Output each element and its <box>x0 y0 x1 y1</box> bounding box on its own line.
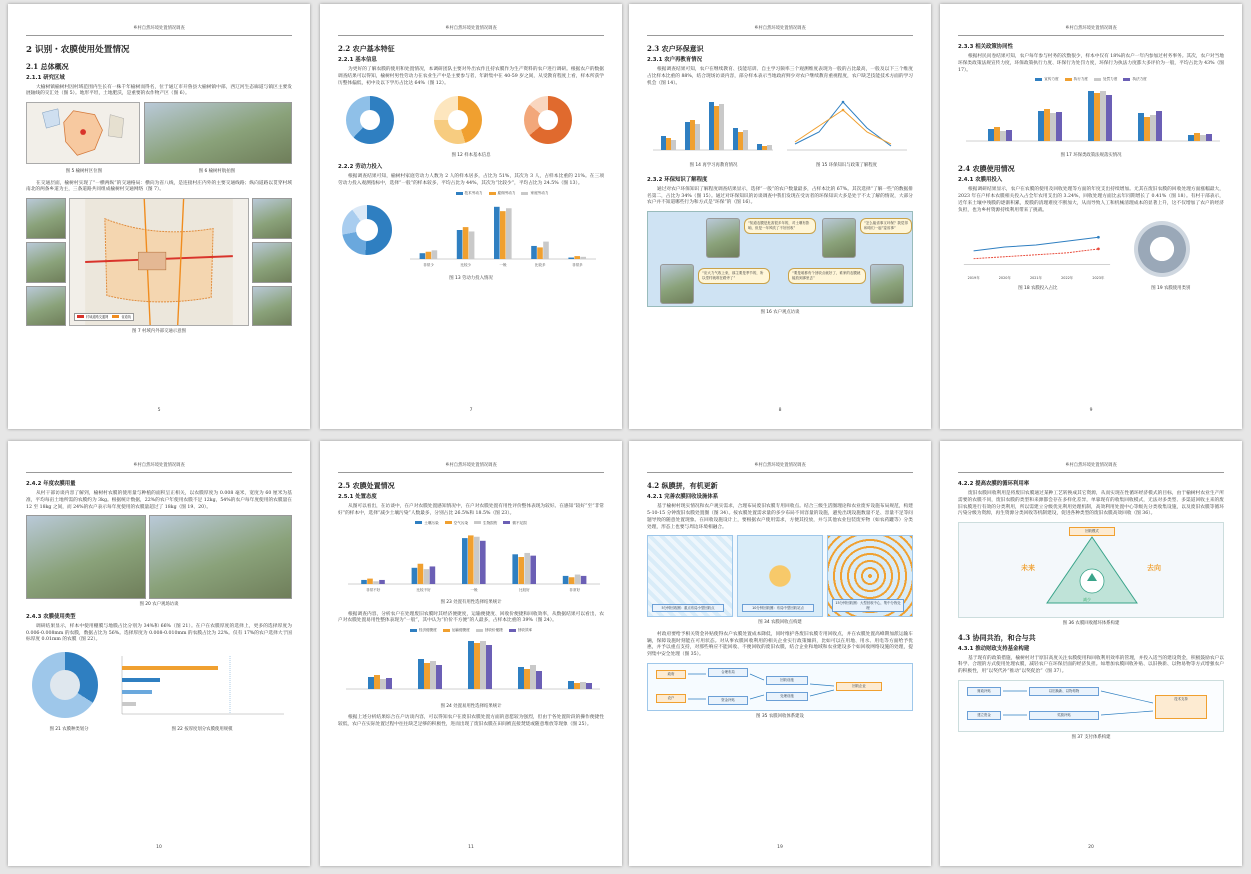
flow-label: 资金补贴 <box>708 696 748 705</box>
bar <box>468 535 474 584</box>
paragraph: 根据村民问卷结果可知，农户每年参与村务的次数很少，样本中仅有 18%的农户一年内参加过村务事务。其次，农户对当地环保类政策法规宣传力度，环保政策执行力度、环保行为处罚力度，环保行为执法力度都大多评价为一般，平均占比为 43%（图 17）。 <box>958 54 1224 73</box>
tick-label: 比较少 <box>460 262 472 267</box>
figure-caption: 图 17 环保类政策法规落实情况 <box>1060 152 1122 158</box>
figure-caption: 图 13 劳动力投入情况 <box>449 276 493 282</box>
subsubsection-title: 2.4.2 年度农膜用量 <box>26 481 76 488</box>
legend-label: 回收效率 <box>517 628 533 633</box>
road-photo <box>26 286 66 327</box>
diagram-box: 10分钟回收圈：布局中型回收站点 <box>742 604 814 613</box>
road-photo <box>26 198 66 239</box>
page-19 <box>629 441 931 866</box>
page-number: 9 <box>1089 408 1093 414</box>
paragraph: 根据调查结果可知，农户在继续教育、技能培训、自主学习频率三个观测维度表现为一般的占比最高，一般及以下三个维度占比样本比重的 88%，结合现场访谈内容，部分样本表示当地政府鲜少对农户继续教育重视程度，农户缺乏技能技术方面的学习机会（图 14）。 <box>647 67 913 86</box>
road-photo <box>252 242 292 283</box>
tick-label: 2023年 <box>1092 275 1105 280</box>
chart-legend <box>338 521 604 526</box>
support-arrows <box>959 681 1225 733</box>
location-map-svg <box>27 103 139 163</box>
bar <box>500 211 506 259</box>
legend-label: 生物损伤 <box>483 520 498 525</box>
running-header: 乡村自然环境处置情况调查 <box>647 441 913 473</box>
subsubsection-title: 2.1.1 研究区域 <box>26 74 65 81</box>
recycling-point-figure <box>647 535 913 617</box>
legend-label: 技术劳动力 <box>464 191 483 196</box>
circle-diagram <box>737 535 823 617</box>
bar <box>412 568 418 584</box>
figure-caption: 图 14 再学习再教育情况 <box>689 162 738 168</box>
figure-caption: 图 15 环保知识与政策了解程度 <box>815 162 878 168</box>
legend-label: 微不足损 <box>512 520 527 525</box>
support-node: 技术支持 <box>1155 695 1207 719</box>
legend-label: 空气污染 <box>453 520 468 525</box>
bar <box>462 538 468 584</box>
page-number: 11 <box>468 845 474 851</box>
circle-diagram <box>647 535 733 617</box>
thickness-chart <box>112 648 288 722</box>
running-header: 乡村自然环境处置情况调查 <box>26 441 292 473</box>
paragraph: 根据调查内容，分析农户在处理废旧农膜时其经济便捷度，运输便捷度、回收价便捷和回收效率，从数据结果可以看出，农户对农膜处置易用性整体表现为“一般”，其中认为“价价不方便”的人最多，占样本比重的 39%（图 24）。 <box>338 611 604 624</box>
page-number: 7 <box>469 408 473 414</box>
subsubsection-title: 2.2.2 劳动力投入 <box>338 164 383 170</box>
paragraph: 大榆树镇榆树村因村域范围内生长有一株千年榆树而得名，位于通辽市开鲁县大榆树镇中部，西辽河生态廊道与镇区主要发展轴线的交汇处（图 5）。地形平坦，土地肥沃，是重要的农作物产区（图 6）。 <box>26 84 292 97</box>
film-figures <box>958 219 1224 281</box>
bar <box>426 251 432 258</box>
flow-node-collection: 回收设施 <box>766 676 808 685</box>
reeducation-bar-chart <box>647 92 775 158</box>
bar <box>575 575 581 584</box>
subsubsection-title: 4.2.1 完善农膜回收设施体系 <box>647 494 719 501</box>
bar <box>463 227 469 259</box>
bar <box>524 553 530 584</box>
input-line-chart <box>958 219 1114 273</box>
bar <box>531 246 537 259</box>
figure-row <box>26 102 292 164</box>
x-axis-labels <box>958 276 1114 281</box>
figure-caption: 图 7 村域内外部交通示意图 <box>132 329 186 335</box>
page-number: 19 <box>777 845 783 851</box>
figure-caption: 图 24 处置易用性选择结果统计 <box>440 703 502 709</box>
figure-caption: 图 16 农户观点访谈 <box>760 310 800 316</box>
page-7 <box>320 4 622 429</box>
subsection-title: 4.2 纵膜拼，有机更新 <box>647 481 718 491</box>
subsubsection-title: 2.3.3 相关政策协同性 <box>958 44 1013 51</box>
subsection-title: 4.3 协同共治，和合与共 <box>958 632 1036 642</box>
bar <box>543 241 549 258</box>
bar <box>424 569 430 584</box>
running-header: 乡村自然环境处置情况调查 <box>958 441 1224 473</box>
running-header: 乡村自然环境处置情况调查 <box>26 4 292 36</box>
paragraph: 基于榆树村现实情况和农户观实需求，合理布局废旧农膜专用回收点。结合三级生活圈理论和农业废弃设施布局规范，构建 5-10-15 分钟废旧农膜处置圈（图 34）。按农膜处置需求量的多少布局不同容量的设施，避免出现设施数量不足、容量不足等问题导致的随意处置现象。在回收设施设计上，要根据农户使用需求，方便其投放，并与其他农业包装废弃物（如农药罐等）分类处理，形态上也要与周边环境相融合。 <box>647 504 913 530</box>
subsection-title: 2.4 农膜使用情况 <box>958 164 1015 174</box>
running-header: 乡村自然环境处置情况调查 <box>958 4 1224 36</box>
paragraph: 从村干部访谈内容了解到，榆树村农膜的使用量与种植的面积呈正相关，以农膜厚度为 0.008 毫米，宽度为 60 厘米为基准，平均每亩土地所需的农膜约为 3kg。根据统计数据，22%的农户年使用农膜不足 12kg，54%的农户每年度使用的农膜量在 12 至 18kg 之间，而 24%的农户表示每年度使用的农膜量超过了 18kg（图 19、20）。 <box>26 491 292 510</box>
figure-caption: 图 20 农户观场访谈 <box>139 602 179 608</box>
support-node: 财政补贴 <box>967 687 1001 696</box>
legend-label: 村域道路交通网 <box>86 314 109 319</box>
bar <box>457 230 463 259</box>
tick-label: 非常少 <box>423 262 434 267</box>
bar <box>568 257 574 258</box>
subsection-title: 2.2 农户基本特征 <box>338 44 395 54</box>
subsection-title: 2.3 农户环保意识 <box>647 44 704 54</box>
cycle-label-reduce: 减少 <box>1083 597 1091 603</box>
page-11 <box>320 441 622 866</box>
cycle-label-future: 未来 <box>1021 564 1035 573</box>
figure-caption: 图 36 农膜回收循环体系构建 <box>1062 621 1120 627</box>
support-node: 以旧换新、以物易物 <box>1029 687 1099 696</box>
subsubsection-title: 2.3.2 环保知识了解程度 <box>647 177 708 183</box>
bar <box>581 576 587 584</box>
quote-bubble: “怎么能省事又环保？我觉得和咱们一起“鉴省事” <box>860 218 912 234</box>
figure-caption: 图 21 农膜种类划分 <box>49 727 89 733</box>
quote-bubble: “应大力气收上来，那主要是季节的，所以堂村就堆在路旁了” <box>698 268 770 284</box>
donut-row <box>338 92 604 150</box>
page-number: 20 <box>1088 845 1094 851</box>
legend-label: 雇佣劳动力 <box>497 191 516 196</box>
subsubsection-title: 4.2.2 提高农膜的循环利用率 <box>958 481 1030 488</box>
cycle-node-mode: 回收模式 <box>1069 527 1115 536</box>
tick-label: 2019年 <box>967 275 980 280</box>
legend-label: 执行力度 <box>1073 77 1088 82</box>
tick-label: 比较多 <box>534 262 546 267</box>
figure-caption: 图 12 样本基本信息 <box>451 152 491 158</box>
tick-label: 非常好 <box>569 588 581 593</box>
cycle-diagram <box>959 523 1225 619</box>
bar <box>367 579 373 584</box>
film-type-figures <box>26 648 292 722</box>
chart-legend <box>400 191 604 196</box>
tick-label: 非常不好 <box>366 588 381 593</box>
paragraph: 为更好的了解农膜的使用和处置情况，本调研团队主要对外出农作且持农膜作为生产资料的农户进行调研。根据农户的数据调查结果可以得知，榆树村男性劳动力在农业生产中是主要参与者，年龄集中在 40-59 岁之间，从受教育程度上看，样本所获学历整体偏低，初中及以下学历占比达 64%（图 12）。 <box>338 67 604 86</box>
map-legend <box>74 313 134 322</box>
section-title: 2 识别・农膜使用处置情况 <box>26 45 130 56</box>
figure-caption: 图 6 榆树村航拍图 <box>198 169 235 175</box>
subsubsection-title: 2.5.1 处置态度 <box>338 494 377 501</box>
field-photo <box>149 515 292 599</box>
tick-label: 2020年 <box>998 275 1011 280</box>
bar <box>469 231 475 259</box>
paragraph: 从图可以看出，在访谈中，在户对农膜处置感知情况中，在户对农膜处置有用性评价整体表现为较好。在感知“较好”至“非常好”的样本中，选择“减少土壤污染”人数最多，分别占比 26.5%和 18.5%（图 23）。 <box>338 504 604 516</box>
bar <box>474 537 480 584</box>
page-9 <box>940 4 1242 429</box>
subsubsection-title: 2.2.1 基本信息 <box>338 57 377 64</box>
subsection-title: 2.5 农膜处置情况 <box>338 481 395 491</box>
legend-label: 处罚力度 <box>1103 77 1118 82</box>
page-number: 8 <box>778 408 782 414</box>
support-node: 奖励补贴 <box>1029 711 1099 720</box>
tick-label: 比较不好 <box>416 588 431 593</box>
figure-caption: 图 34 农膜回收点构建 <box>758 620 802 626</box>
flow-node-enterprise: 回收企业 <box>836 682 882 691</box>
paragraph: 调研结果显示，样本中使用棚膜与地膜占比分别为 34%和 66%（图 21）。在户在农膜厚度的选择上，更多的选择厚度为 0.006-0.008mm 的农膜，数据占比为 56%。选择厚度为 0.008-0.010mm 的农膜占比为 22%。仅有 17%的农户选择大于国标厚度 0.01mm 的农膜（图 22）。 <box>26 623 292 643</box>
legend-label: 执法力度 <box>1132 77 1147 82</box>
cycle-label-destination: 去向 <box>1147 564 1161 573</box>
bar <box>574 256 580 259</box>
labor-figure <box>338 191 604 273</box>
paragraph: 根据调研结果显示，农户在农膜的使用及回收处理等方面的年度支出持续增加。尤其在废旧农膜的回收处理方面涨幅最大，2023 年在户样本农膜相关投入占全年农用支出的 3.24%，回收处理方面比去年同期增长了 0.41%（图 18）。有村干部表示，近年来土壤中残膜的逐渐积累，废膜的清理难度不断加大，从而导致人工和机械清理成本的显著上升，这不仅增加了农户的经济负担，也为乡村资源持续利用带来了挑战。 <box>958 187 1224 213</box>
flow-label: 合理布局 <box>708 668 748 677</box>
page-number: 10 <box>156 845 162 851</box>
bar <box>518 557 524 584</box>
bar <box>563 576 569 584</box>
flow-node-farmer: 农户 <box>656 694 686 703</box>
paragraph: 通过对农户环保知识了解程度调查结果显示，选择“一般”的农户数量最多，占样本比的 67%。其次选择“了解一些”的数据排名第二，占比为 34%（图 15）。通过对环保知识的访谈调查中我们发现在受访者的环保知识大多是处于不太了解的情况，大部分农户并不知道哪些行为和方式是“环保”的（图 16）。 <box>647 186 913 206</box>
bar <box>580 256 586 258</box>
flow-figure <box>647 663 913 711</box>
bar <box>420 253 426 259</box>
farmer-photo <box>870 264 904 304</box>
education-figures <box>647 92 913 158</box>
bar <box>373 581 379 584</box>
bar <box>418 564 424 584</box>
circle-diagram <box>827 535 913 617</box>
legend-label: 家庭劳动力 <box>530 191 549 196</box>
paragraph: 村政府要给予相关资金补贴使得农户农膜处置成本降低，同时维护各废旧农膜专用回收点，并在农膜处置高峰期加派运输车辆，保障设施时刻能在可用状态。对从事农膜回收利用的相关企业实行政策倾斜，比如可以在用地、用水、用电等方面给予优惠，并予以重点支持，对那些响应不能回收、不便回收的废旧农膜，结合企业和地域和农业建设多个如回收网络设施的处理，提到集中安全处理（图 35）。 <box>647 631 913 658</box>
aerial-photo <box>144 102 292 164</box>
paragraph: 根据上述分析结果综合在户访谈内容，可以得知农户在废旧农膜处置方面的意愿较为强烈，但由于各处置阶段的操作便捷性较低，农户在实际处置过程中往往缺乏足够的积极性，进而出现了废旧农膜在田间被直接焚烧或随意堆放等现象（图 25）。 <box>338 715 604 727</box>
chart-legend <box>338 628 604 633</box>
road-photo <box>252 286 292 327</box>
policy-bar-chart <box>958 85 1224 147</box>
support-node: 建立资金 <box>967 711 1001 720</box>
support-figure <box>958 680 1224 732</box>
diagram-box: 15分钟回收圈：大型回收中心，集中分拣处理 <box>832 599 904 613</box>
page-20 <box>940 441 1242 866</box>
bar <box>506 208 512 259</box>
tick-label: 非常多 <box>572 262 583 267</box>
tick-label: 一般 <box>470 588 478 593</box>
cycle-figure <box>958 522 1224 618</box>
paragraph: 根据调查结果可知，榆树村家庭劳动力人数为 2 人的样本居多，占比为 51%，其次为 3 人，占样本比重的 21%。在三项劳动力投入观测指标中，选择“一般”的样本较多，平均占比为 44%，其次为“比较少”，平均占比为 24.5%（图 13）。 <box>338 173 604 186</box>
bar <box>379 580 385 584</box>
page-5 <box>8 4 310 429</box>
bar <box>494 206 500 258</box>
page-8 <box>629 4 931 429</box>
bar <box>530 556 536 584</box>
tick-label: 2021年 <box>1029 275 1042 280</box>
road-photo <box>252 198 292 239</box>
chart-legend <box>958 77 1224 82</box>
flow-arrows <box>648 664 914 712</box>
running-header: 乡村自然环境处置情况调查 <box>338 441 604 473</box>
traffic-map <box>69 198 249 326</box>
bar <box>432 250 438 259</box>
tick-label: 比较好 <box>519 588 530 593</box>
road-photo <box>26 242 66 283</box>
location-map <box>26 102 140 164</box>
figure-caption: 图 18 农膜投入占比 <box>1018 285 1058 291</box>
subsubsection-title: 2.4.1 农膜用投入 <box>958 177 1003 184</box>
diagram-box: 5分钟回收圈：重点布局小型回收点 <box>652 604 724 613</box>
bar <box>430 566 436 584</box>
farmer-photo <box>660 264 694 304</box>
bar <box>480 541 486 584</box>
quote-bubble: “知道农膜是危害很多年的，对土壤有影响，但是一年风吹了不好回收” <box>744 218 816 234</box>
env-knowledge-line-chart <box>781 92 909 158</box>
legend-label: 土壤污染 <box>424 520 439 525</box>
figure-caption: 图 5 榆树村区位图 <box>65 169 102 175</box>
page-number: 5 <box>157 408 161 414</box>
tick-label: 2022年 <box>1061 275 1074 280</box>
film-photo-circle <box>1134 221 1190 277</box>
tick-label: 一般 <box>499 262 507 267</box>
paragraph: 基于现有的政策措施，榆树村对于原旧高度关注农膜使用和回收利用效率的管理，并投入适当的建设资金，积极鼓励农户以科学、合理的方式使用处理农膜，减轻农户在环保层面的经济负担。如增加农膜回收补贴、以旧换新、以物易物等方式增强农户的积极性，用“以奖代补”推动“以奖促治”（图 37）。 <box>958 655 1224 675</box>
figure-caption: 图 19 农膜使用类别 <box>1151 285 1191 291</box>
legend-label: 经济便捷度 <box>418 628 437 633</box>
figure-caption: 图 35 农膜回收体系建设 <box>756 714 804 720</box>
farmer-photo <box>822 218 856 258</box>
running-header: 乡村自然环境处置情况调查 <box>647 4 913 36</box>
quote-bubble: “要是咱都有个回收点就好了，谁家的农膜就能放到那里去” <box>788 268 866 284</box>
running-header: 乡村自然环境处置情况调查 <box>338 4 604 36</box>
bar <box>361 580 367 584</box>
subsubsection-title: 2.3.1 农户再教育情况 <box>647 57 702 64</box>
traffic-figure <box>26 198 292 326</box>
subsubsection-title: 2.4.3 农膜使用类型 <box>26 613 76 620</box>
field-interview-figure <box>26 515 292 599</box>
interview-figure <box>647 211 913 307</box>
figure-caption: 图 22 按厚度划分农膜使用规模 <box>171 727 233 733</box>
subsubsection-title: 4.3.1 推动财政支持基金构建 <box>958 645 1030 652</box>
subsection-title: 2.1 总体概况 <box>26 61 69 71</box>
farmer-photo <box>706 218 740 258</box>
usefulness-bar-chart <box>338 528 604 594</box>
ease-of-use-bar-chart <box>338 635 604 697</box>
field-photo <box>26 515 146 599</box>
figure-caption: 图 37 支付体系构建 <box>1071 735 1111 741</box>
paragraph: 在交通层面，榆树村实现了“一横两纵”的交通格局：横向为省八线，是连接村庄内外的主要交通线路；纵向道路以贯穿村域南北的两条乡道为主，三条道路共同组成榆树村交通网络（图 7）。 <box>26 180 292 193</box>
traffic-map-svg <box>70 199 248 325</box>
figure-caption: 图 23 处置有用性选择结果统计 <box>440 600 502 606</box>
bar <box>569 577 575 584</box>
bar <box>512 554 518 584</box>
legend-label: 省道线 <box>121 314 131 319</box>
paragraph: 废旧农膜回收利用是将废旧农膜通过某种工艺转换成其它资源，从而实现在性循环经济模式的目标，由于榆树村农业生产所需要的农膜不同，废旧农膜的类型和来源都会存在多样化差异，单靠现有的收集回收模式，无法对多类型、多渠道回收主来的废旧农膜进行有效的分类利用，所以需建立分级优先利用处理机制，高效利用处置中心等级先分类收集设施，以及废旧农膜等循环污染分级为资源，再生资源分类回收等机制建设，促进各种类型的废旧农膜高效回收（图 36）。 <box>958 491 1224 517</box>
labor-bar-chart <box>400 199 600 269</box>
page-10 <box>8 441 310 866</box>
legend-label: 回收价便捷 <box>484 628 503 633</box>
flow-node-government: 政府 <box>656 670 686 679</box>
bar <box>537 247 543 259</box>
legend-label: 宣传力度 <box>1044 77 1059 82</box>
flow-node-processing: 处理设施 <box>766 692 808 701</box>
legend-label: 运输便捷度 <box>451 628 470 633</box>
